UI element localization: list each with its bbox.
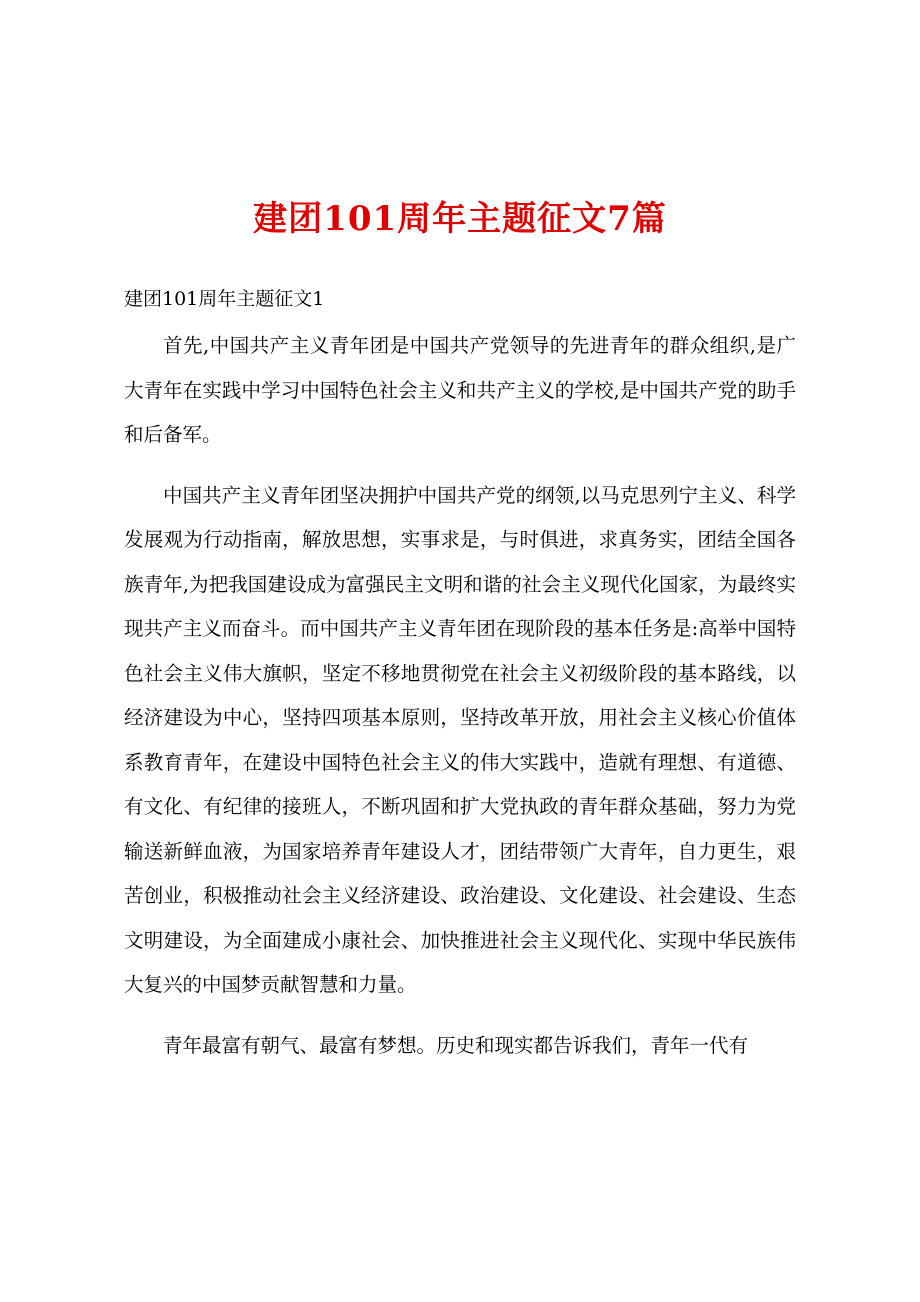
paragraph-3: 青年最富有朝气、最富有梦想。历史和现实都告诉我们，青年一代有 bbox=[163, 1033, 749, 1057]
document-title: 建团101周年主题征文7篇 bbox=[253, 199, 667, 239]
paragraph-2: 中国共产主义青年团坚决拥护中国共产党的纲领,以马克思列宁主义、科学发展观为行动指南，解放思想，实事求是，与时俱进，求真务实，团结全国各族青年,为把我国建设成为富强民主文明和谐的社会主义现代化国家，为最终实现共产主义而奋斗。而中国共产主义青年团在现阶段的基本任务是:高举中国特色社会主义伟大旗帜，坚定不移地贯彻党在社会主义初级阶段的基本路线，以经济建设为中心，坚持四项基本原则，坚持改革开放，用社会主义核心价值体系教育青年，在建设中国特色社会主义的伟大实践中，造就有理想、有道德、有文化、有纪律的接班人，不断巩固和扩大党执政的青年群众基础，努力为党输送新鲜血液，为国家培养青年建设人才，团结带领广大青年，自力更生，艰苦创业，积极推动社会主义经济建设、政治建设、文化建设、社会建设、生态文明建设，为全面建成小康社会、加快推进社会主义现代化、实现中华民族伟大复兴的中国梦贡献智慧和力量。 bbox=[124, 483, 796, 996]
section-heading: 建团101周年主题征文1 bbox=[124, 288, 325, 310]
paragraph-1: 首先,中国共产主义青年团是中国共产党领导的先进青年的群众组织,是广大青年在实践中学习中国特色社会主义和共产主义的学校,是中国共产党的助手和后备军。 bbox=[124, 334, 796, 446]
document-body bbox=[124, 324, 796, 1084]
